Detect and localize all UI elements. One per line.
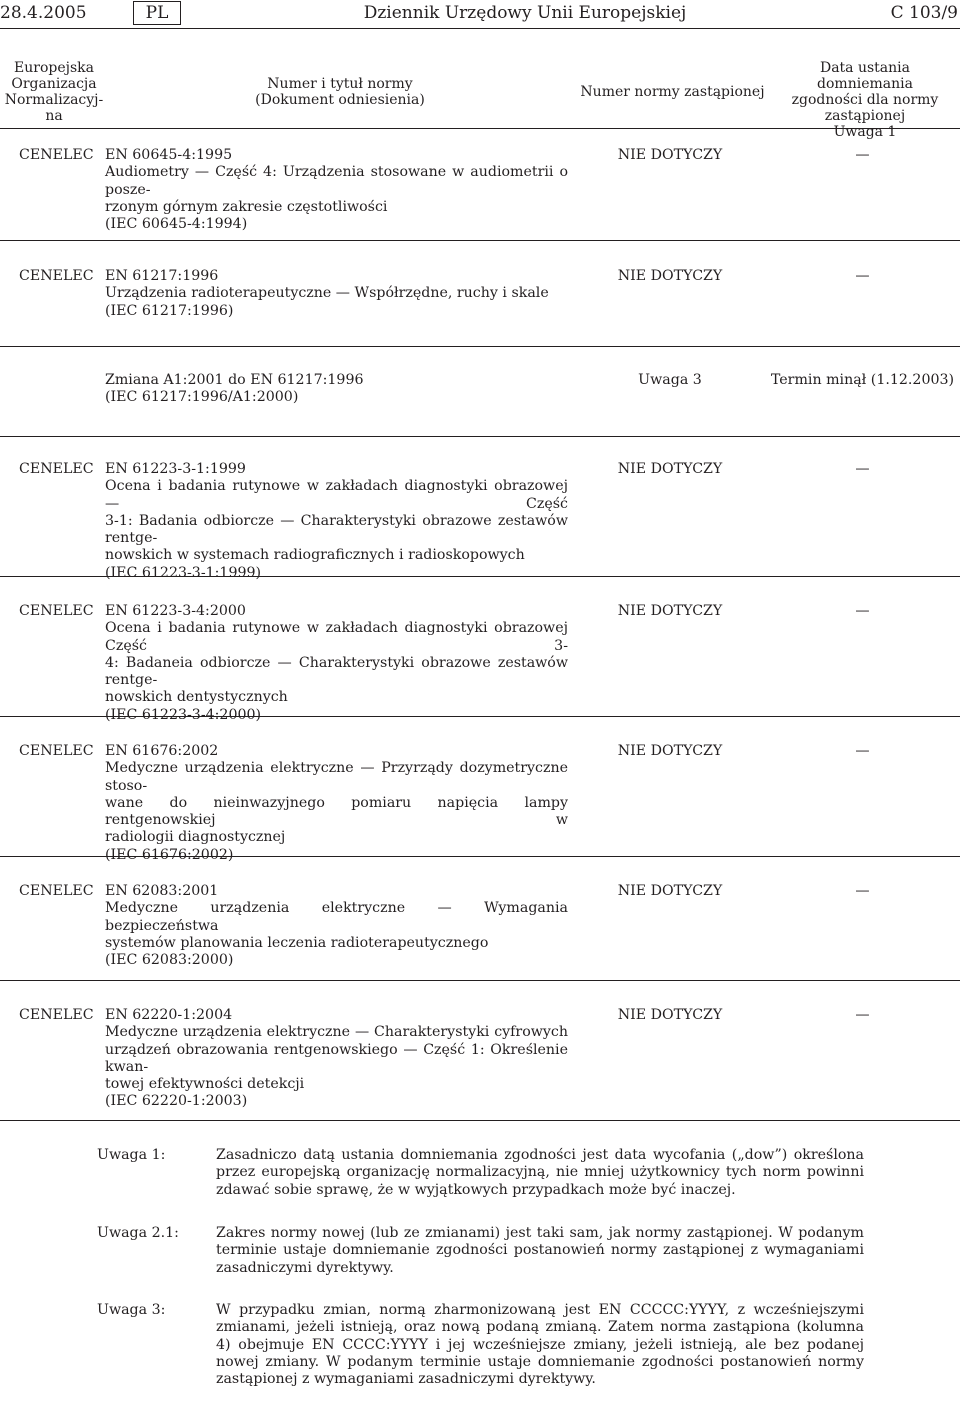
standard-line: systemów planowania leczenia radioterapeutycznego [105, 934, 489, 951]
note-line: Zasadniczo datą ustania domniemania zgodności jest data wycofania („dow”) określona [216, 1147, 864, 1163]
page-number: C 103/9 [890, 3, 958, 23]
note-label: Uwaga 2.1: [97, 1225, 179, 1241]
note-line: zastąpionej z wymaganiami zasadniczymi dyrektywy. [216, 1371, 596, 1388]
col-date-heading: Data ustania domniemania zgodności dla normy zastąpionej Uwaga 1 [791, 60, 939, 140]
cessation-date-cell: — [855, 743, 870, 759]
cessation-date-cell: — [855, 603, 870, 619]
row-divider [0, 980, 960, 981]
note-text [216, 1225, 864, 1277]
replaced-standard-cell: NIE DOTYCZY [617, 1007, 723, 1023]
standard-number: EN 61223-3-1:1999 [105, 461, 246, 477]
note-line: zasadniczymi dyrektywy. [216, 1259, 394, 1276]
standard-line: Medyczne urządzenia elektryczne — Przyrządy dozymetryczne stoso- [105, 760, 568, 794]
note-line: W przypadku zmian, normą zharmonizowaną jest EN CCCCC:YYYY, z wcześniejszymi [216, 1302, 864, 1318]
standard-cell [105, 1007, 568, 1111]
standard-line: 4: Badaneia odbiorcze — Charakterystyki obrazowe zestawów rentge- [105, 654, 568, 689]
standard-line: wane do nieinwazyjnego pomiaru napięcia lampy rentgenowskiej w [105, 794, 568, 829]
note-line: 4) obejmuje EN CCCC:YYYY i jej wcześniejsze zmiany, jeżeli istnieją, ale bez podanej [216, 1336, 864, 1353]
standard-line: (IEC 60645-4:1994) [105, 216, 248, 233]
standard-cell [105, 147, 568, 233]
standard-line: Ocena i badania rutynowe w zakładach diagnostyki obrazowej Część 3- [105, 620, 568, 654]
cessation-date-cell: — [855, 461, 870, 477]
page-header [0, 0, 960, 30]
publication-date: 28.4.2005 [0, 3, 87, 23]
standard-line: nowskich dentystycznych [105, 689, 288, 706]
row-divider [0, 240, 960, 241]
standard-line: (IEC 61217:1996/A1:2000) [105, 389, 299, 406]
replaced-standard-cell: Uwaga 3 [638, 372, 702, 388]
row-divider [0, 1120, 960, 1121]
col-org-heading: Europejska Organizacja Normalizacyj- na [4, 60, 104, 124]
org-cell: CENELEC [19, 268, 94, 284]
note-line: zdawać sobie sprawę, że w wyjątkowych przypadkach może być inaczej. [216, 1181, 736, 1198]
note-text [216, 1302, 864, 1388]
standard-cell [105, 883, 568, 969]
replaced-standard-cell: NIE DOTYCZY [617, 603, 723, 619]
standard-line: (IEC 61223-3-1:1999) [105, 564, 262, 581]
standard-line: Ocena i badania rutynowe w zakładach diagnostyki obrazowej — Część [105, 478, 568, 512]
standard-line: Medyczne urządzenia elektryczne — Wymagania bezpieczeństwa [105, 900, 568, 934]
note-line: przez europejską organizację normalizacyjną, nie mniej użytkownicy tych norm powinni [216, 1164, 864, 1181]
standard-number: EN 61217:1996 [105, 268, 219, 284]
note-line: zmianami, jeżeli istnieją, oraz nową podaną zmianą. Zatem norma zastąpiona (kolumna [216, 1319, 864, 1336]
standard-line: Medyczne urządzenia elektryczne — Charakterystyki cyfrowych [105, 1024, 568, 1041]
journal-title: Dziennik Urzędowy Unii Europejskiej [363, 3, 687, 23]
standard-line: nowskich w systemach radiograficznych i radioskopowych [105, 547, 525, 564]
org-cell: CENELEC [19, 1007, 94, 1023]
standard-line: (IEC 62083:2000) [105, 952, 234, 969]
replaced-standard-cell: NIE DOTYCZY [617, 147, 723, 163]
org-cell: CENELEC [19, 147, 94, 163]
replaced-standard-cell: NIE DOTYCZY [617, 883, 723, 899]
org-cell: CENELEC [19, 461, 94, 477]
standard-line: Audiometry — Część 4: Urządzenia stosowane w audiometrii o posze- [105, 164, 568, 198]
col-standard-heading: Numer i tytuł normy (Dokument odniesienia) [255, 76, 425, 108]
standard-number: EN 61676:2002 [105, 743, 219, 759]
standard-number: EN 62083:2001 [105, 883, 219, 899]
cessation-date-cell: — [855, 147, 870, 163]
col-replaced-heading: Numer normy zastąpionej [580, 84, 765, 100]
standard-cell [105, 743, 568, 864]
language-badge: PL [133, 1, 181, 25]
standard-line: (IEC 61217:1996) [105, 302, 234, 319]
cessation-date-cell: — [855, 883, 870, 899]
standard-cell [105, 461, 568, 582]
standard-line: rzonym górnym zakresie częstotliwości [105, 198, 388, 215]
standard-number: Zmiana A1:2001 do EN 61217:1996 [105, 372, 364, 388]
header-divider [0, 28, 960, 29]
row-divider [0, 856, 960, 857]
note-label: Uwaga 3: [97, 1302, 166, 1318]
standard-cell [105, 268, 568, 320]
note-line: terminie ustaje domniemanie zgodności postanowień normy zastąpionej z wymaganiami [216, 1242, 864, 1259]
note-line: nowej zmiany. W podanym terminie ustaje domniemanie zgodności postanowień normy [216, 1353, 864, 1370]
header-bottom-rule [0, 128, 960, 129]
standard-line: (IEC 61223-3-4:2000) [105, 706, 262, 723]
standard-number: EN 62220-1:2004 [105, 1007, 233, 1023]
org-cell: CENELEC [19, 603, 94, 619]
row-divider [0, 346, 960, 347]
note-text [216, 1147, 864, 1199]
org-cell: CENELEC [19, 883, 94, 899]
replaced-standard-cell: NIE DOTYCZY [617, 268, 723, 284]
cessation-date-cell: — [855, 1007, 870, 1023]
standard-line: towej efektywności detekcji [105, 1076, 305, 1093]
standard-cell [105, 372, 568, 407]
standard-cell [105, 603, 568, 724]
standard-line: (IEC 62220-1:2003) [105, 1093, 248, 1110]
standard-line: urządzeń obrazowania rentgenowskiego — Część 1: Określenie kwan- [105, 1041, 568, 1075]
replaced-standard-cell: NIE DOTYCZY [617, 461, 723, 477]
note-line: Zakres normy nowej (lub ze zmianami) jest taki sam, jak normy zastąpionej. W podanym [216, 1225, 864, 1241]
row-divider [0, 436, 960, 437]
org-cell: CENELEC [19, 743, 94, 759]
standard-number: EN 61223-3-4:2000 [105, 603, 246, 619]
standard-number: EN 60645-4:1995 [105, 147, 233, 163]
cessation-date-cell: — [855, 268, 870, 284]
standard-line: Urządzenia radioterapeutyczne — Współrzędne, ruchy i skale [105, 285, 549, 302]
standard-line: (IEC 61676:2002) [105, 846, 234, 863]
replaced-standard-cell: NIE DOTYCZY [617, 743, 723, 759]
cessation-date-cell: Termin minął (1.12.2003) [770, 372, 955, 388]
standard-line: 3-1: Badania odbiorcze — Charakterystyki obrazowe zestawów rentge- [105, 512, 568, 547]
row-divider [0, 716, 960, 717]
note-label: Uwaga 1: [97, 1147, 166, 1163]
standard-line: radiologii diagnostycznej [105, 829, 286, 846]
row-divider [0, 576, 960, 577]
